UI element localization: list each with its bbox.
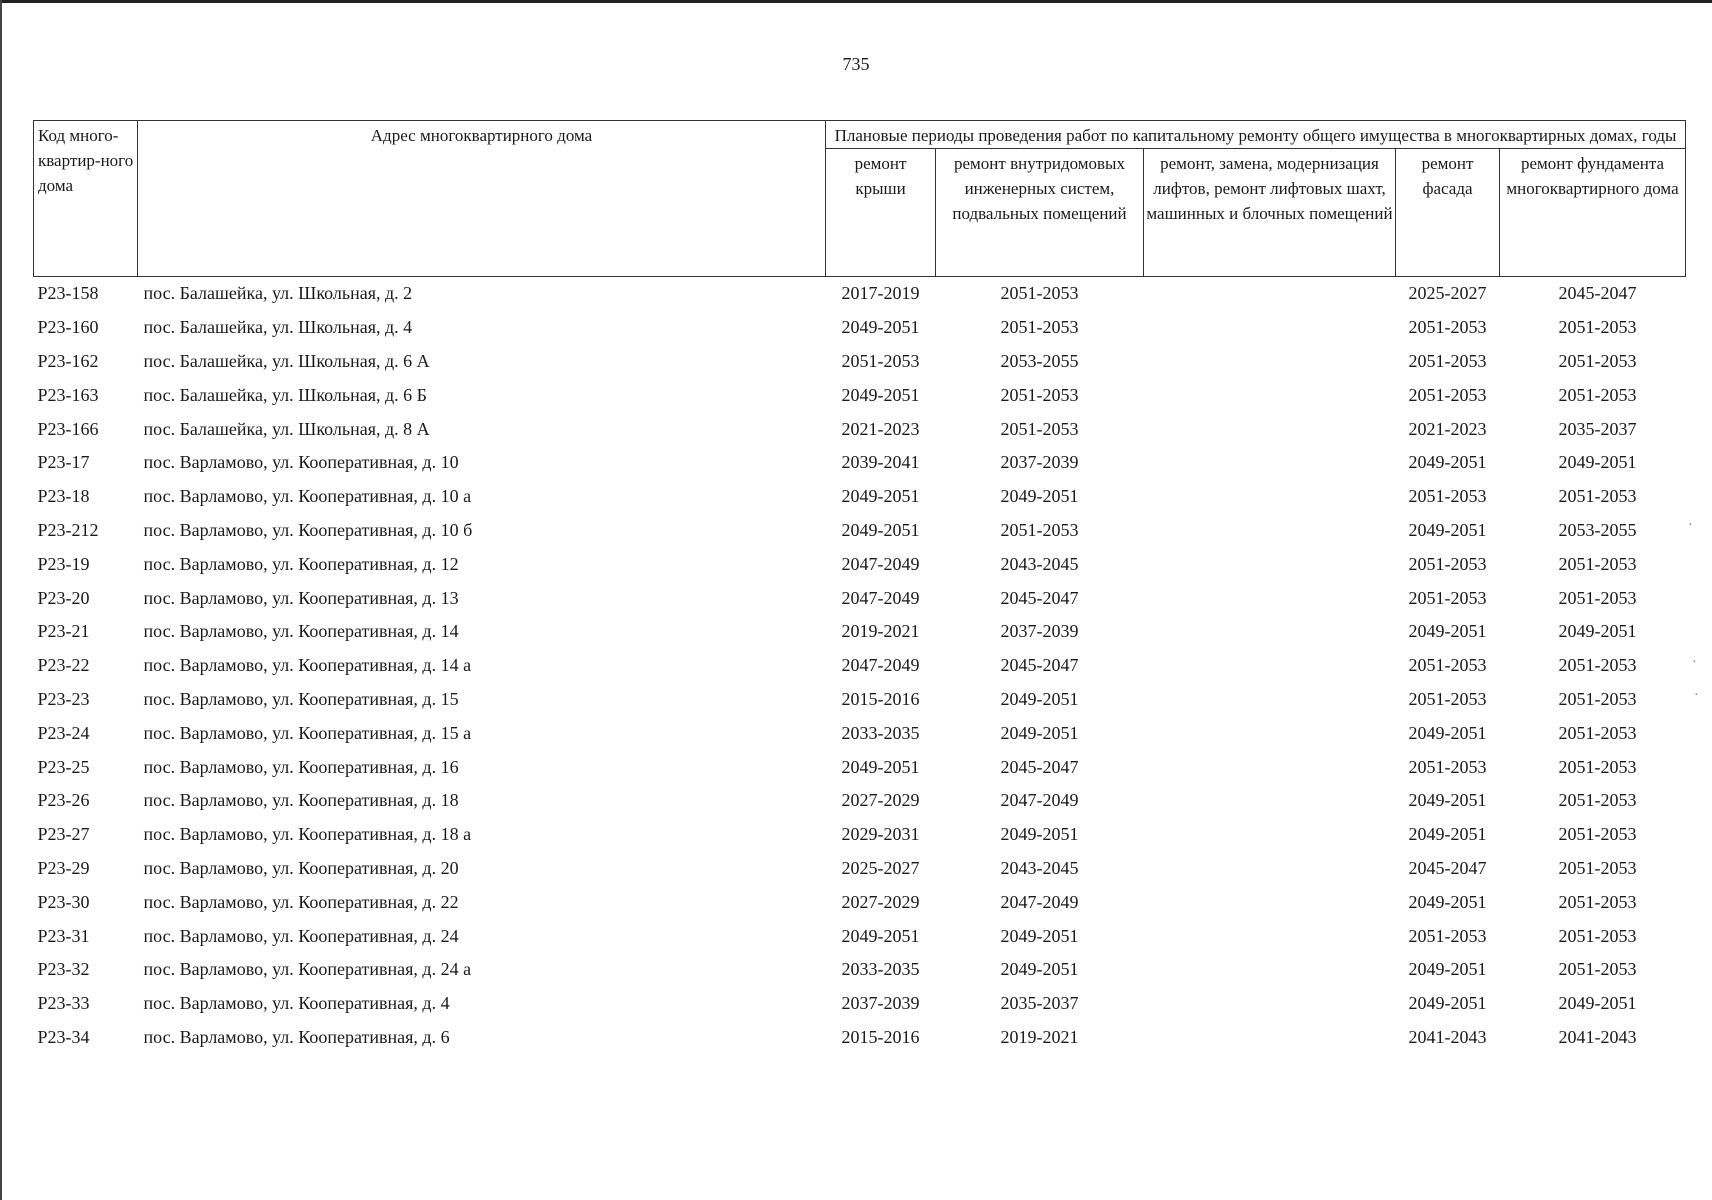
table-row: [34, 311, 1686, 345]
cell-foundation: 2051-2053: [1558, 587, 1637, 608]
cell-address: пос. Балашейка, ул. Школьная, д. 6 Б: [143, 384, 427, 405]
cell-facade: 2049-2051: [1408, 891, 1487, 912]
cell-lifts: [1144, 953, 1396, 987]
cell-lifts: [1144, 716, 1396, 750]
cell-engineering: 2043-2045: [1000, 553, 1079, 574]
cell-address: пос. Варламово, ул. Кооперативная, д. 4: [143, 993, 450, 1014]
cell-facade: 2049-2051: [1408, 621, 1487, 642]
cell-roof: 2017-2019: [841, 283, 920, 304]
cell-code: Р23-160: [37, 317, 99, 338]
cell-foundation: 2051-2053: [1558, 891, 1637, 912]
cell-facade: 2049-2051: [1408, 519, 1487, 540]
cell-roof: 2051-2053: [841, 350, 920, 371]
cell-roof: 2027-2029: [841, 891, 920, 912]
cell-engineering: 2051-2053: [1000, 384, 1079, 405]
cell-engineering: 2051-2053: [1000, 418, 1079, 439]
table-row: [34, 716, 1686, 750]
cell-code: Р23-20: [37, 587, 90, 608]
cell-lifts: [1144, 987, 1396, 1021]
cell-facade: 2051-2053: [1408, 350, 1487, 371]
cell-address: пос. Варламово, ул. Кооперативная, д. 22: [143, 891, 459, 912]
cell-lifts: [1144, 852, 1396, 886]
cell-address: пос. Варламово, ул. Кооперативная, д. 18: [143, 790, 459, 811]
cell-address: пос. Варламово, ул. Кооперативная, д. 15 а: [143, 722, 472, 743]
cell-foundation: 2049-2051: [1558, 993, 1637, 1014]
cell-roof: 2025-2027: [841, 857, 920, 878]
scan-speck: ·: [1692, 655, 1697, 670]
cell-lifts: [1144, 581, 1396, 615]
cell-address: пос. Варламово, ул. Кооперативная, д. 24: [143, 925, 459, 946]
cell-foundation: 2051-2053: [1558, 756, 1637, 777]
cell-code: Р23-23: [37, 688, 90, 709]
cell-address: пос. Варламово, ул. Кооперативная, д. 10 а: [143, 486, 472, 507]
table-row: [34, 514, 1686, 548]
cell-foundation: 2041-2043: [1558, 1026, 1637, 1047]
cell-facade: 2051-2053: [1408, 925, 1487, 946]
cell-roof: 2015-2016: [841, 688, 920, 709]
cell-address: пос. Варламово, ул. Кооперативная, д. 24 а: [143, 959, 472, 980]
cell-code: Р23-212: [37, 519, 99, 540]
cell-code: Р23-166: [37, 418, 99, 439]
capital-repair-schedule-table: [33, 120, 1686, 1054]
cell-lifts: [1144, 378, 1396, 412]
cell-code: Р23-17: [37, 452, 90, 473]
cell-roof: 2027-2029: [841, 790, 920, 811]
table-row: [34, 446, 1686, 480]
cell-code: Р23-21: [37, 621, 90, 642]
page-top-edge: [0, 0, 1712, 3]
cell-foundation: 2051-2053: [1558, 959, 1637, 980]
cell-foundation: 2051-2053: [1558, 857, 1637, 878]
cell-lifts: [1144, 818, 1396, 852]
cell-lifts: [1144, 311, 1396, 345]
cell-code: Р23-24: [37, 722, 90, 743]
cell-code: Р23-18: [37, 486, 90, 507]
cell-lifts: [1144, 750, 1396, 784]
cell-engineering: 2037-2039: [1000, 621, 1079, 642]
table-row: [34, 852, 1686, 886]
cell-foundation: 2051-2053: [1558, 790, 1637, 811]
cell-engineering: 2037-2039: [1000, 452, 1079, 473]
cell-lifts: [1144, 649, 1396, 683]
table-row: [34, 919, 1686, 953]
table-body: [34, 277, 1686, 1055]
table-row: [34, 750, 1686, 784]
cell-foundation: 2051-2053: [1558, 925, 1637, 946]
header-facade: ремонт фасада: [1396, 149, 1500, 277]
table-row: [34, 818, 1686, 852]
cell-engineering: 2049-2051: [1000, 824, 1079, 845]
cell-facade: 2051-2053: [1408, 486, 1487, 507]
cell-facade: 2021-2023: [1408, 418, 1487, 439]
cell-roof: 2029-2031: [841, 824, 920, 845]
cell-address: пос. Варламово, ул. Кооперативная, д. 10: [143, 452, 459, 473]
cell-lifts: [1144, 919, 1396, 953]
cell-roof: 2047-2049: [841, 587, 920, 608]
cell-engineering: 2045-2047: [1000, 756, 1079, 777]
cell-foundation: 2053-2055: [1558, 519, 1637, 540]
table-row: [34, 683, 1686, 717]
cell-code: Р23-158: [37, 283, 99, 304]
cell-facade: 2051-2053: [1408, 384, 1487, 405]
cell-engineering: 2019-2021: [1000, 1026, 1079, 1047]
cell-lifts: [1144, 277, 1396, 311]
cell-facade: 2051-2053: [1408, 655, 1487, 676]
cell-facade: 2051-2053: [1408, 756, 1487, 777]
cell-engineering: 2043-2045: [1000, 857, 1079, 878]
cell-address: пос. Балашейка, ул. Школьная, д. 2: [143, 283, 413, 304]
cell-facade: 2051-2053: [1408, 688, 1487, 709]
cell-address: пос. Варламово, ул. Кооперативная, д. 16: [143, 756, 459, 777]
cell-address: пос. Варламово, ул. Кооперативная, д. 6: [143, 1026, 450, 1047]
cell-roof: 2019-2021: [841, 621, 920, 642]
cell-lifts: [1144, 345, 1396, 379]
cell-foundation: 2035-2037: [1558, 418, 1637, 439]
cell-code: Р23-33: [37, 993, 90, 1014]
cell-roof: 2049-2051: [841, 756, 920, 777]
cell-lifts: [1144, 784, 1396, 818]
cell-foundation: 2051-2053: [1558, 824, 1637, 845]
header-code: Код много-квартир-ного дома: [34, 121, 138, 277]
cell-code: Р23-19: [37, 553, 90, 574]
cell-facade: 2049-2051: [1408, 790, 1487, 811]
cell-code: Р23-26: [37, 790, 90, 811]
cell-foundation: 2051-2053: [1558, 317, 1637, 338]
cell-roof: 2049-2051: [841, 925, 920, 946]
cell-facade: 2049-2051: [1408, 959, 1487, 980]
cell-lifts: [1144, 514, 1396, 548]
table-row: [34, 378, 1686, 412]
cell-address: пос. Варламово, ул. Кооперативная, д. 14: [143, 621, 459, 642]
cell-roof: 2033-2035: [841, 959, 920, 980]
cell-address: пос. Варламово, ул. Кооперативная, д. 12: [143, 553, 459, 574]
table-row: [34, 412, 1686, 446]
cell-code: Р23-22: [37, 655, 90, 676]
header-address: Адрес многоквартирного дома: [138, 121, 826, 277]
table-row: [34, 784, 1686, 818]
cell-engineering: 2045-2047: [1000, 587, 1079, 608]
table-row: [34, 345, 1686, 379]
table-row: [34, 649, 1686, 683]
page-left-edge: [0, 0, 2, 1200]
table-row: [34, 953, 1686, 987]
cell-address: пос. Варламово, ул. Кооперативная, д. 14 а: [143, 655, 472, 676]
cell-code: Р23-27: [37, 824, 90, 845]
cell-facade: 2049-2051: [1408, 452, 1487, 473]
cell-address: пос. Балашейка, ул. Школьная, д. 4: [143, 317, 413, 338]
cell-lifts: [1144, 547, 1396, 581]
cell-foundation: 2051-2053: [1558, 486, 1637, 507]
header-roof: ремонт крыши: [826, 149, 936, 277]
cell-code: Р23-32: [37, 959, 90, 980]
cell-facade: 2049-2051: [1408, 722, 1487, 743]
cell-roof: 2047-2049: [841, 655, 920, 676]
cell-engineering: 2051-2053: [1000, 283, 1079, 304]
table-row: [34, 885, 1686, 919]
cell-lifts: [1144, 446, 1396, 480]
cell-engineering: 2053-2055: [1000, 350, 1079, 371]
cell-engineering: 2049-2051: [1000, 722, 1079, 743]
cell-roof: 2049-2051: [841, 519, 920, 540]
cell-roof: 2037-2039: [841, 993, 920, 1014]
cell-foundation: 2051-2053: [1558, 384, 1637, 405]
cell-foundation: 2051-2053: [1558, 688, 1637, 709]
cell-code: Р23-30: [37, 891, 90, 912]
cell-engineering: 2049-2051: [1000, 688, 1079, 709]
cell-engineering: 2051-2053: [1000, 519, 1079, 540]
cell-address: пос. Балашейка, ул. Школьная, д. 8 А: [143, 418, 430, 439]
cell-engineering: 2035-2037: [1000, 993, 1079, 1014]
cell-foundation: 2045-2047: [1558, 283, 1637, 304]
cell-facade: 2051-2053: [1408, 317, 1487, 338]
cell-engineering: 2047-2049: [1000, 790, 1079, 811]
cell-code: Р23-163: [37, 384, 99, 405]
table-row: [34, 480, 1686, 514]
cell-roof: 2049-2051: [841, 384, 920, 405]
cell-address: пос. Варламово, ул. Кооперативная, д. 10 б: [143, 519, 473, 540]
cell-lifts: [1144, 480, 1396, 514]
cell-code: Р23-31: [37, 925, 90, 946]
header-planned-periods: Плановые периоды проведения работ по капитальному ремонту общего имущества в многоквартирных домах, годы: [826, 121, 1686, 149]
cell-lifts: [1144, 683, 1396, 717]
cell-foundation: 2051-2053: [1558, 553, 1637, 574]
cell-foundation: 2051-2053: [1558, 350, 1637, 371]
table-row: [34, 987, 1686, 1021]
cell-code: Р23-162: [37, 350, 99, 371]
cell-roof: 2039-2041: [841, 452, 920, 473]
cell-facade: 2049-2051: [1408, 993, 1487, 1014]
table-row: [34, 581, 1686, 615]
cell-code: Р23-25: [37, 756, 90, 777]
cell-roof: 2049-2051: [841, 486, 920, 507]
cell-roof: 2049-2051: [841, 317, 920, 338]
cell-facade: 2051-2053: [1408, 553, 1487, 574]
cell-address: пос. Варламово, ул. Кооперативная, д. 13: [143, 587, 459, 608]
table-row: [34, 547, 1686, 581]
cell-facade: 2025-2027: [1408, 283, 1487, 304]
header-lifts: ремонт, замена, модернизация лифтов, ремонт лифтовых шахт, машинных и блочных помещений: [1144, 149, 1396, 277]
cell-lifts: [1144, 615, 1396, 649]
cell-roof: 2021-2023: [841, 418, 920, 439]
scan-speck: ·: [1688, 518, 1693, 533]
page-number: 735: [842, 54, 870, 74]
cell-foundation: 2049-2051: [1558, 452, 1637, 473]
cell-foundation: 2051-2053: [1558, 722, 1637, 743]
cell-roof: 2033-2035: [841, 722, 920, 743]
cell-lifts: [1144, 412, 1396, 446]
scan-speck: ·: [1694, 688, 1699, 703]
cell-roof: 2047-2049: [841, 553, 920, 574]
cell-code: Р23-29: [37, 857, 90, 878]
cell-lifts: [1144, 885, 1396, 919]
table-row: [34, 1021, 1686, 1055]
header-foundation: ремонт фундамента многоквартирного дома: [1500, 149, 1686, 277]
cell-engineering: 2051-2053: [1000, 317, 1079, 338]
cell-engineering: 2049-2051: [1000, 486, 1079, 507]
cell-facade: 2049-2051: [1408, 824, 1487, 845]
header-row-top: [34, 121, 1686, 149]
cell-foundation: 2049-2051: [1558, 621, 1637, 642]
cell-roof: 2015-2016: [841, 1026, 920, 1047]
header-engineering: ремонт внутридомовых инженерных систем, подвальных помещений: [936, 149, 1144, 277]
cell-address: пос. Варламово, ул. Кооперативная, д. 20: [143, 857, 459, 878]
cell-facade: 2045-2047: [1408, 857, 1487, 878]
cell-address: пос. Варламово, ул. Кооперативная, д. 18 а: [143, 824, 472, 845]
cell-engineering: 2047-2049: [1000, 891, 1079, 912]
cell-lifts: [1144, 1021, 1396, 1055]
cell-foundation: 2051-2053: [1558, 655, 1637, 676]
table-row: [34, 277, 1686, 311]
cell-facade: 2041-2043: [1408, 1026, 1487, 1047]
table-row: [34, 615, 1686, 649]
cell-address: пос. Балашейка, ул. Школьная, д. 6 А: [143, 350, 430, 371]
cell-code: Р23-34: [37, 1026, 90, 1047]
cell-engineering: 2049-2051: [1000, 959, 1079, 980]
cell-facade: 2051-2053: [1408, 587, 1487, 608]
cell-engineering: 2049-2051: [1000, 925, 1079, 946]
cell-engineering: 2045-2047: [1000, 655, 1079, 676]
cell-address: пос. Варламово, ул. Кооперативная, д. 15: [143, 688, 459, 709]
